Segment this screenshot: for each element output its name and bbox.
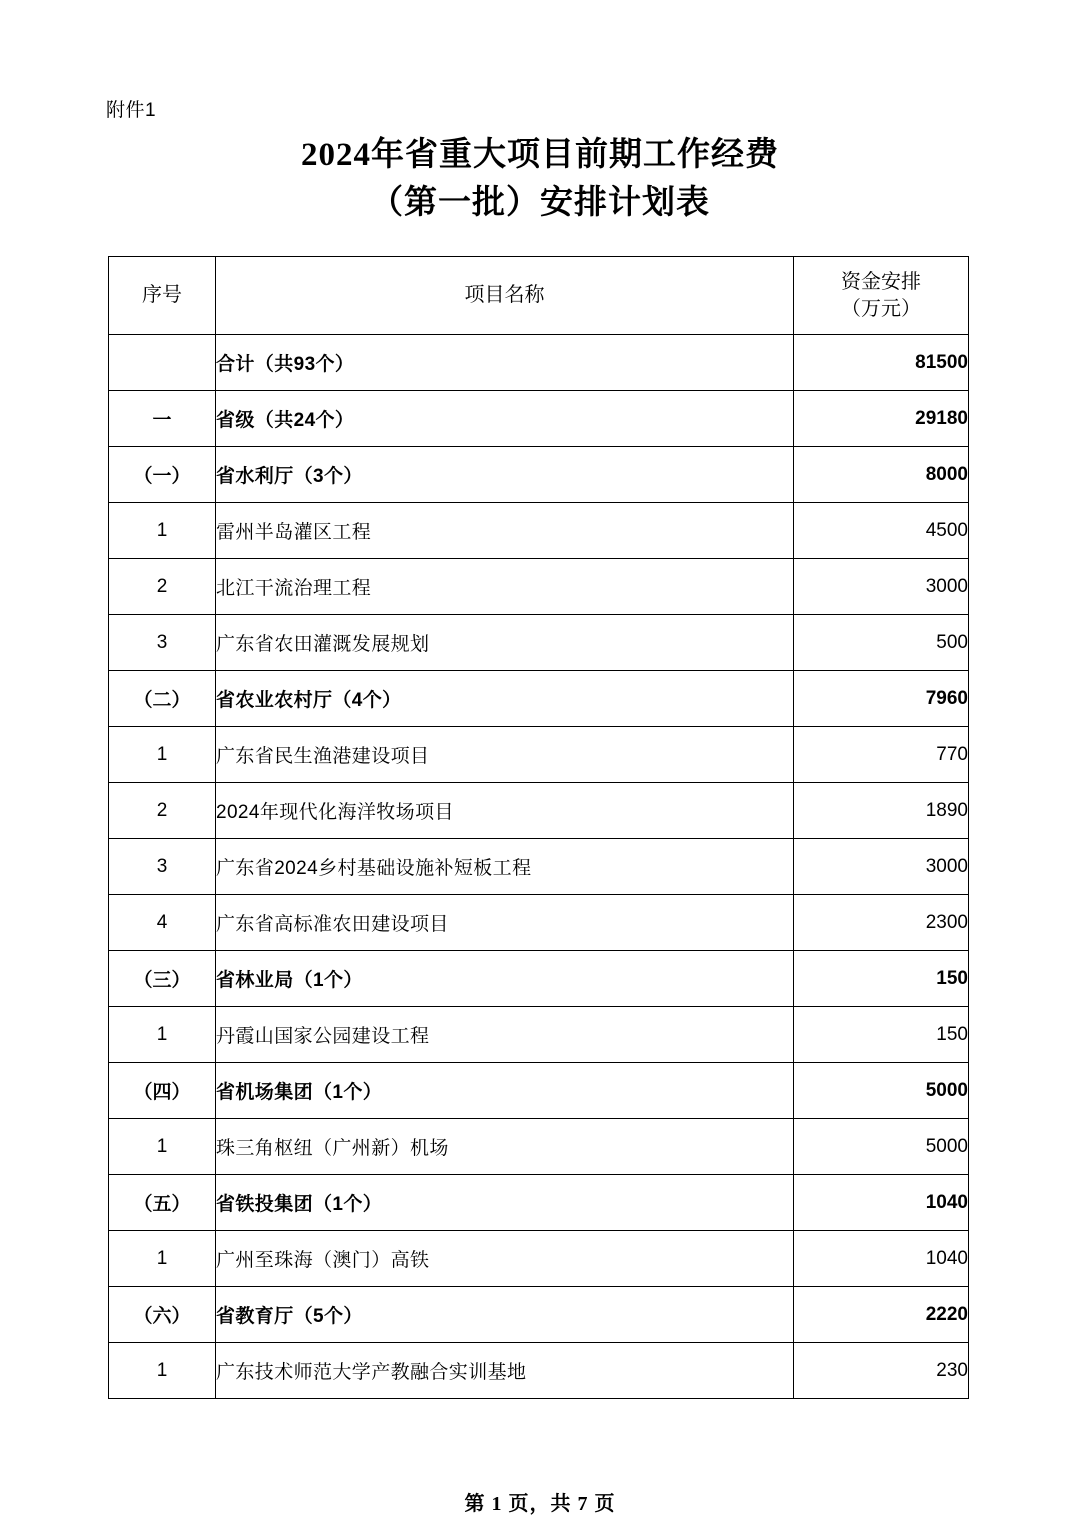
cell-seq: 1	[109, 503, 216, 559]
table-row	[109, 1343, 969, 1399]
table-row	[109, 335, 969, 391]
table-row	[109, 615, 969, 671]
table-row	[109, 671, 969, 727]
cell-amount: 7960	[794, 671, 969, 727]
cell-amount: 2220	[794, 1287, 969, 1343]
table-row	[109, 503, 969, 559]
table-row	[109, 895, 969, 951]
cell-seq: 1	[109, 727, 216, 783]
cell-seq: 3	[109, 839, 216, 895]
table-row	[109, 1119, 969, 1175]
cell-amount: 150	[794, 951, 969, 1007]
cell-seq: （一）	[109, 447, 216, 503]
table-row	[109, 1175, 969, 1231]
cell-project-name: 珠三角枢纽（广州新）机场	[216, 1119, 794, 1175]
page-title-line-2: （第一批）安排计划表	[370, 184, 710, 221]
page-title-line-1: 2024年省重大项目前期工作经费	[301, 137, 779, 173]
column-header-amount	[794, 257, 969, 335]
cell-project-name: 广东省民生渔港建设项目	[216, 727, 794, 783]
table-body	[109, 335, 969, 1399]
cell-seq: （二）	[109, 671, 216, 727]
cell-project-name: 北江干流治理工程	[216, 559, 794, 615]
cell-amount: 81500	[794, 335, 969, 391]
cell-seq: （六）	[109, 1287, 216, 1343]
cell-project-name: 2024年现代化海洋牧场项目	[216, 783, 794, 839]
table-row	[109, 391, 969, 447]
cell-amount: 1040	[794, 1175, 969, 1231]
cell-project-name: 合计（共93个）	[216, 335, 794, 391]
cell-amount: 1040	[794, 1231, 969, 1287]
attachment-label: 附件1	[106, 100, 157, 121]
table-row	[109, 727, 969, 783]
cell-amount: 770	[794, 727, 969, 783]
cell-seq: 1	[109, 1119, 216, 1175]
cell-seq: 2	[109, 559, 216, 615]
cell-project-name: 省教育厅（5个）	[216, 1287, 794, 1343]
cell-amount: 4500	[794, 503, 969, 559]
cell-project-name: 雷州半岛灌区工程	[216, 503, 794, 559]
cell-project-name: 省水利厅（3个）	[216, 447, 794, 503]
page-title	[0, 132, 1080, 228]
table-header	[109, 257, 969, 335]
cell-seq: 2	[109, 783, 216, 839]
column-header-amount-line-2: （万元）	[841, 297, 921, 320]
cell-amount: 8000	[794, 447, 969, 503]
cell-amount: 5000	[794, 1119, 969, 1175]
cell-amount: 2300	[794, 895, 969, 951]
cell-project-name: 省农业农村厅（4个）	[216, 671, 794, 727]
cell-amount: 230	[794, 1343, 969, 1399]
cell-project-name: 广东技术师范大学产教融合实训基地	[216, 1343, 794, 1399]
cell-project-name: 广州至珠海（澳门）高铁	[216, 1231, 794, 1287]
cell-amount: 5000	[794, 1063, 969, 1119]
cell-amount: 3000	[794, 839, 969, 895]
cell-project-name: 广东省高标准农田建设项目	[216, 895, 794, 951]
cell-seq	[109, 335, 216, 391]
cell-project-name: 广东省农田灌溉发展规划	[216, 615, 794, 671]
cell-project-name: 省铁投集团（1个）	[216, 1175, 794, 1231]
cell-amount: 29180	[794, 391, 969, 447]
cell-seq: 1	[109, 1007, 216, 1063]
cell-amount: 500	[794, 615, 969, 671]
column-header-seq: 序号	[109, 257, 216, 335]
table-row	[109, 559, 969, 615]
table-row	[109, 1231, 969, 1287]
cell-seq: 1	[109, 1231, 216, 1287]
cell-seq: 一	[109, 391, 216, 447]
table-row	[109, 1287, 969, 1343]
cell-project-name: 省级（共24个）	[216, 391, 794, 447]
page-footer: 第 1 页，共 7 页	[464, 1493, 616, 1515]
cell-project-name: 丹霞山国家公园建设工程	[216, 1007, 794, 1063]
cell-seq: （四）	[109, 1063, 216, 1119]
cell-seq: 1	[109, 1343, 216, 1399]
cell-amount: 1890	[794, 783, 969, 839]
table-row	[109, 951, 969, 1007]
cell-seq: 3	[109, 615, 216, 671]
cell-seq: （五）	[109, 1175, 216, 1231]
table-row	[109, 447, 969, 503]
table-row	[109, 1007, 969, 1063]
table-row	[109, 839, 969, 895]
table-row	[109, 783, 969, 839]
table-header-row	[109, 257, 969, 335]
cell-seq: 4	[109, 895, 216, 951]
column-header-name: 项目名称	[216, 257, 794, 335]
table-row	[109, 1063, 969, 1119]
plan-table	[108, 256, 969, 1399]
cell-project-name: 省机场集团（1个）	[216, 1063, 794, 1119]
cell-project-name: 广东省2024乡村基础设施补短板工程	[216, 839, 794, 895]
column-header-amount-line-1: 资金安排	[841, 270, 921, 293]
cell-amount: 150	[794, 1007, 969, 1063]
cell-project-name: 省林业局（1个）	[216, 951, 794, 1007]
cell-seq: （三）	[109, 951, 216, 1007]
cell-amount: 3000	[794, 559, 969, 615]
